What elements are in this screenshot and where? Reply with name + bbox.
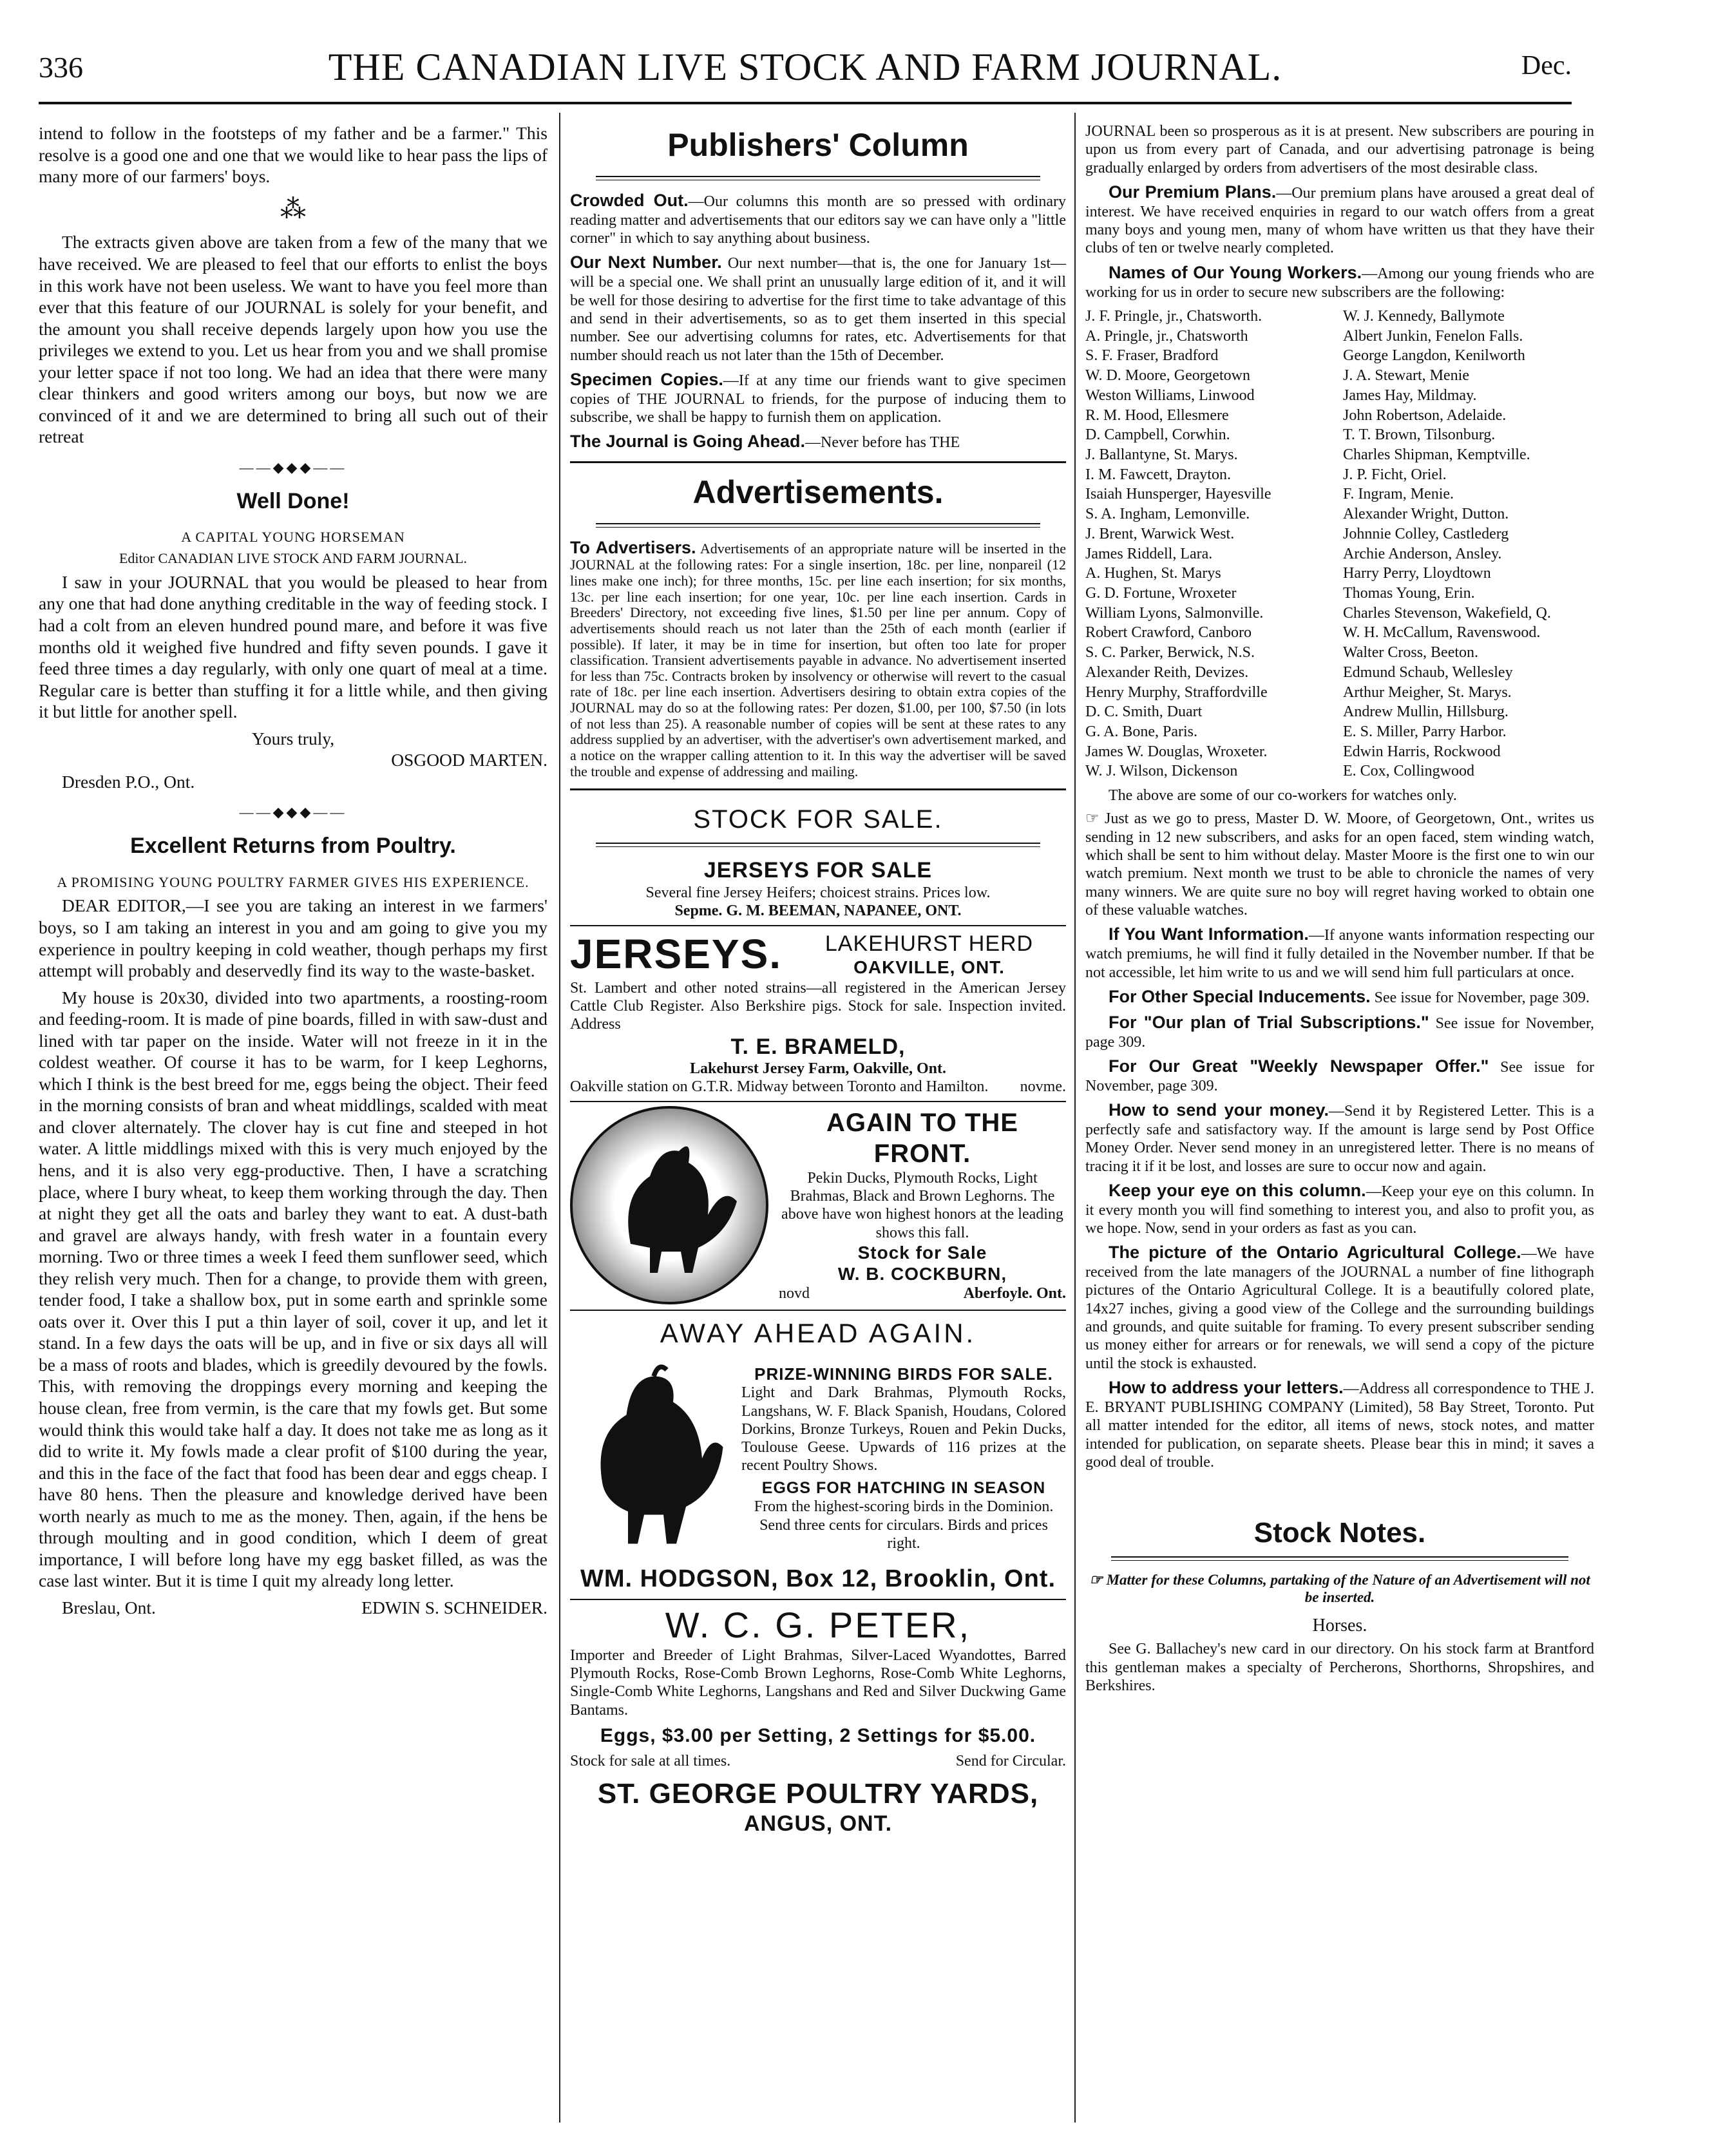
young-worker-name: S. C. Parker, Berwick, N.S.: [1085, 644, 1255, 662]
young-worker-name: D. Campbell, Corwhin.: [1085, 426, 1230, 444]
young-worker-name: J. Brent, Warwick West.: [1085, 525, 1235, 542]
young-worker-name: James W. Douglas, Wroxeter.: [1085, 743, 1268, 760]
letter-addressee: Editor CANADIAN LIVE STOCK AND FARM JOURNAL.: [119, 550, 468, 567]
peter-ad: [570, 1599, 1066, 1836]
item-text: —Keep your eye on this column. In it every month you will find something to interest you, and also to profit you, as we hope. Now, send in your orders as fast as you can.: [1085, 1183, 1594, 1237]
section-subheading: Horses.: [1312, 1616, 1367, 1636]
item-text: —If anyone wants information respecting our watch premiums, he will find it fully detailed in the November number. If that be not accessible, let him write to us and we will send him full particulars at once.: [1085, 927, 1594, 981]
brameld-ad: [570, 925, 1066, 1096]
item-lead: How to address your letters.: [1109, 1378, 1344, 1398]
divider-ornament: ——◆◆◆——: [239, 804, 347, 821]
heading-rule: [596, 523, 1040, 528]
letter-place: Breslau, Ont.: [62, 1597, 156, 1617]
page-header: [39, 39, 1572, 90]
article-subheading: A PROMISING YOUNG POULTRY FARMER GIVES HIS EXPERIENCE.: [57, 873, 529, 890]
letter-body: My house is 20x30, divided into two apartments, a roosting-room and feeding-room. It is made of pine boards, filled in with saw-dust and lined with tar paper on the inside. Water will not freeze in it in the coldest weather. Of course it has to be warm, for I keep Leghorns, which I think is the best breed for me, eggs being the object. Their feed in the morning consists of bran and wheat middlings, scalded with meat and clover alternately. The clover hay is cut fine and steeped in hot water. A little middlings mixed with this is very much enjoyed by the hens, and it is also very egg-productive. Then, I have a scratching place, where I bury wheat, to keep them working through the day. Then at night they get all the oats and barley they want to eat. A dust-bath and gravel are always handy, with fresh water in a fountain every morning. Two or three times a week I feed them sunflower seed, which they relish very much. Then for a change, to provide them with green, tender food, I take a shallow box, put in some earth and sprinkle some oats over it. Over this I put a thin layer of soil, cover it up, and let it stand. In a few days the oats will be up, and in five or six days all will be a mass of roots and blades, which is greedily devoured by the fowls. This, with removing the droppings every morning and keeping the house clean, free from vermin, is the care that my fowls get. But some would think this would take half a day. It does not take me as long as it did to write it. My fowls made a clear profit of $100 during the year, and this in the face of the fact that food has been dear and eggs cheap. I have 80 hens. Then the pleasure and knowledge derived have been worth nearly as much to me as the money. Then, again, if the hens be through moulting and in good condition, which I deem of great importance, I will before long have my egg basket filled, as was the case last winter. But it is time I quit my already long letter.: [39, 987, 548, 1591]
young-worker-name: Johnnie Colley, Castlederg: [1343, 525, 1509, 542]
column-divider-1: [559, 113, 560, 2123]
young-worker-name: F. Ingram, Menie.: [1343, 486, 1454, 503]
stock-for-sale-section: [570, 788, 1066, 1836]
paragraph: intend to follow in the footsteps of my father and be a farmer." This resolve is a good one and one that we would like to hear pass the lips of many more of our farmers' boys.: [39, 123, 548, 187]
stock-for-sale-heading: STOCK FOR SALE.: [693, 805, 943, 834]
young-worker-name: Arthur Meigher, St. Marys.: [1343, 683, 1512, 701]
ad-note: Stock for sale at all times.: [570, 1753, 731, 1770]
letter-footer: [39, 1597, 548, 1619]
ad-subheading: PRIZE-WINNING BIRDS FOR SALE.: [754, 1364, 1053, 1384]
young-worker-name: Harry Perry, Lloydtown: [1343, 565, 1491, 582]
heading-rule: [1111, 1556, 1568, 1561]
asterism-ornament: ⁂: [280, 194, 306, 224]
letter-closing: Yours truly,: [251, 728, 335, 749]
young-worker-name: E. S. Miller, Parry Harbor.: [1343, 723, 1507, 740]
item-text: —Never before has THE: [805, 434, 960, 452]
item-lead: Keep your eye on this column.: [1109, 1180, 1366, 1200]
page-number: 336: [39, 51, 83, 84]
letter-body: I saw in your JOURNAL that you would be pleased to hear from any one that had done anything creditable in the way of feeding stock. I had a colt from an eleven hundred pound mare, and before it was five months old it weighed five hundred and fifty seven pounds. I gave it feed three times a day regularly, with only one quart of meal at a time. Regular care is better than stuffing it for a little while, and then giving it but little for another spell.: [39, 571, 548, 722]
ad-heading: AGAIN TO THE FRONT.: [826, 1109, 1018, 1168]
young-worker-name: Archie Anderson, Ansley.: [1343, 545, 1502, 562]
advertisements-heading: Advertisements.: [692, 474, 944, 511]
hodgson-ad: [570, 1310, 1066, 1593]
item-lead: Specimen Copies.: [570, 369, 723, 389]
ad-note: Send for Circular.: [955, 1753, 1066, 1770]
young-worker-name: W. H. McCallum, Ravenswood.: [1343, 624, 1541, 642]
ad-heading: JERSEYS.: [570, 931, 783, 978]
paragraph: The above are some of our co-workers for watches only.: [1109, 787, 1457, 805]
cockburn-ad: [570, 1101, 1066, 1304]
item-text: Advertisements of an appropriate nature will be inserted in the JOURNAL at the following rates: For a single insertion, 18c. per line, nonpareil (12 lines make one inch); for three months, 15c. per line each insertion; for six months, 13c. per line each insertion; for one year, 10c. per line each insertion. Cards in Breeders' Directory, not exceeding five lines, $1.50 per line per annum. Copy of advertisements should reach us not later than the 25th of each month (earlier if possible). If later, it may be in time for insertion, but often too late for proper classification. Transient advertisements payable in advance. No advertisement inserted for less than 75c. Contracts broken by insolvency or otherwise will revert to the casual rate of 18c. per line each insertion. Advertisers desiring to obtain extra copies of the JOURNAL may do so at the following rates: Per dozen, $1.00, per 100, $7.50 (in lots of not less than 25). A reasonable number of copies will be sent at these rates to any address supplied by an advertiser, with the advertiser's own advertisement marked, and a notice on the wrapper calling attention to it. In this way the advertiser will be saved the trouble and expense of addressing and mailing.: [570, 540, 1066, 779]
young-worker-name: James Hay, Mildmay.: [1343, 386, 1477, 404]
ad-farm: Lakehurst Jersey Farm, Oakville, Ont.: [690, 1060, 946, 1077]
item-lead: For Other Special Inducements.: [1109, 986, 1371, 1006]
item-lead: If You Want Information.: [1109, 924, 1309, 944]
item-text: —Our premium plans have aroused a great deal of interest. We have received enquiries in regard to our watch offers from a great many boys and young men, many of whom have written us that they have their clubs of ten or twelve nearly completed.: [1085, 184, 1594, 257]
young-worker-name: Isaiah Hunsperger, Hayesville: [1085, 486, 1271, 503]
young-worker-name: E. Cox, Collingwood: [1343, 763, 1475, 780]
young-workers-left: [1085, 307, 1337, 781]
ad-heading: W. C. G. PETER,: [665, 1604, 971, 1645]
young-worker-name: George Langdon, Kenilworth: [1343, 347, 1525, 365]
issue-month: Dec.: [1521, 51, 1572, 81]
young-worker-name: Henry Murphy, Straffordville: [1085, 683, 1268, 701]
stock-notes-notice: ☞ Matter for these Columns, partaking of the Nature of an Advertisement will not be inserted.: [1089, 1572, 1590, 1606]
item-lead: For Our Great "Weekly Newspaper Offer.": [1109, 1056, 1489, 1076]
ad-text: Pekin Ducks, Plymouth Rocks, Light Brahmas, Black and Brown Leghorns. The above have won highest honors at the leading shows this fall.: [781, 1169, 1063, 1241]
paragraph: The extracts given above are taken from a few of the many that we have received. We are pleased to feel that our efforts to enlist the boys in this work have not been useless. We want to have you feel more than ever that this feature of our JOURNAL is solely for your benefit, and the amount you shall receive depends largely upon how you use the privileges we extend to you. Let us hear from you and we shall promise your letter space if not too long. We had an idea that there were many clear thinkers and good writers among our boys, but now we are convinced of it and we are determined to bring all such out of their retreat: [39, 232, 548, 447]
young-worker-name: Alexander Wright, Dutton.: [1343, 506, 1509, 523]
ad-text: From the highest-scoring birds in the Dominion. Send three cents for circulars. Birds and prices right.: [754, 1498, 1054, 1552]
item-lead: For "Our plan of Trial Subscriptions.": [1109, 1012, 1429, 1032]
young-worker-name: Charles Shipman, Kemptville.: [1343, 446, 1530, 463]
ad-subheading: EGGS FOR HATCHING IN SEASON: [761, 1478, 1046, 1497]
ad-subheading: LAKEHURST HERD: [824, 931, 1034, 957]
ad-location-note: Oakville station on G.T.R. Midway between Toronto and Hamilton.: [570, 1078, 989, 1096]
item-text: See issue for November, page 309.: [1085, 1058, 1594, 1094]
young-workers-list: [1085, 307, 1594, 781]
item-text: —If at any time our friends want to give specimen copies of THE JOURNAL to friends, for the purpose of inducing them to subscribe, we shall be happy to furnish them on application.: [570, 372, 1066, 426]
young-worker-name: I. M. Fawcett, Drayton.: [1085, 466, 1231, 483]
ad-text: Several fine Jersey Heifers; choicest strains. Prices low.: [645, 884, 991, 901]
hen-engraving-icon: [570, 1352, 731, 1565]
ad-location: Aberfoyle. Ont.: [963, 1285, 1066, 1302]
rooster-engraving-icon: [570, 1106, 768, 1304]
young-worker-name: Albert Junkin, Fenelon Falls.: [1343, 327, 1523, 345]
article-heading: Excellent Returns from Poultry.: [130, 834, 456, 859]
young-worker-name: J. A. Stewart, Menie: [1343, 367, 1469, 385]
ad-code: novd: [779, 1285, 810, 1302]
item-text: —Send it by Registered Letter. This is a perfectly safe and satisfactory way. If the amount is large send by Post Office Money Order. Never send money in an unregistered letter. There is no means of tracing it if it be lost, and losses are sure to occur now and again.: [1085, 1103, 1594, 1175]
publishers-column-heading: Publishers' Column: [667, 127, 969, 163]
young-worker-name: Weston Williams, Linwood: [1085, 386, 1255, 404]
column-middle: [570, 122, 1066, 1836]
letter-place: Dresden P.O., Ont.: [62, 771, 195, 792]
divider-ornament: ——◆◆◆——: [239, 459, 347, 475]
ad-text: St. Lambert and other noted strains—all registered in the American Jersey Cattle Club Register. Also Berkshire pigs. Stock for sale. Inspection invited. Address: [570, 979, 1066, 1033]
young-worker-name: Charles Stevenson, Wakefield, Q.: [1343, 604, 1551, 622]
item-text: —We have received from the late managers of the JOURNAL a number of fine lithograph pictures of the Ontario Agricultural College. It is a beautifully colored plate, 14x27 inches, giving a good view of the College and the surrounding buildings and grounds, and quite suitable for framing. To every present subscriber sending us money either for arrears or for renewals, we will send a copy of the picture until the stock is exhausted.: [1085, 1245, 1594, 1372]
young-worker-name: Edwin Harris, Rockwood: [1343, 743, 1501, 760]
item-lead: Crowded Out.: [570, 191, 689, 210]
ad-location: OAKVILLE, ONT.: [853, 957, 1005, 978]
ad-heading: JERSEYS FOR SALE: [703, 858, 933, 883]
young-worker-name: J. Ballantyne, St. Marys.: [1085, 446, 1238, 463]
paragraph: ☞ Just as we go to press, Master D. W. Moore, of Georgetown, Ont., writes us sending in 12 new subscribers, and asks for an open faced, stem winding watch, which shall be sent to him without delay. Master Moore is the first one to win our watch premium. Next month we trust to be able to chronicle the names of very many winners. We are quite sure no boy will regret having worked to obtain one of these valuable watches.: [1085, 810, 1594, 919]
letter-signature: EDWIN S. SCHNEIDER.: [361, 1597, 548, 1617]
young-worker-name: G. A. Bone, Paris.: [1085, 723, 1197, 740]
item-lead: How to send your money.: [1109, 1100, 1329, 1120]
ad-advertiser: T. E. BRAMELD,: [730, 1034, 906, 1059]
young-workers-right: [1343, 307, 1594, 781]
item-text: —Among our young friends who are working for us in order to secure new subscribers are the following:: [1085, 265, 1594, 301]
heading-rule: [596, 176, 1040, 180]
ad-prices: Eggs, $3.00 per Setting, 2 Settings for $5.00.: [600, 1725, 1036, 1747]
ad-text: Importer and Breeder of Light Brahmas, Silver-Laced Wyandottes, Barred Plymouth Rocks, Rose-Comb Brown Leghorns, Rose-Comb White Leghorns, Single-Comb White Leghorns, Langshans and Red and Silver Duckwing Game Bantams.: [570, 1646, 1066, 1719]
young-worker-name: D. C. Smith, Duart: [1085, 703, 1203, 721]
young-worker-name: Edmund Schaub, Wellesley: [1343, 663, 1513, 681]
young-worker-name: R. M. Hood, Ellesmere: [1085, 406, 1229, 424]
letter-body: DEAR EDITOR,—I see you are taking an interest in we farmers' boys, so I am taking an interest in you and am going to give you my experience in poultry keeping in cold weather, though perhaps my first attempt will probably and deservedly find its way to the waste-basket.: [39, 895, 548, 981]
item-text: Our next number—that is, the one for January 1st—will be a special one. We shall print an unusually large edition of it, and it will be well for those desiring to advertise for the first time to take advantage of this and send in their advertisements, so as to get them inserted in this special number. See our advertising columns for rates, etc. Advertisements for that number should reach us not later than the 15th of December.: [570, 255, 1067, 364]
young-worker-name: Andrew Mullin, Hillsburg.: [1343, 703, 1509, 721]
column-left: [39, 122, 548, 1619]
young-worker-name: T. T. Brown, Tilsonburg.: [1343, 426, 1496, 444]
young-worker-name: J. P. Ficht, Oriel.: [1343, 466, 1447, 483]
item-lead: Names of Our Young Workers.: [1109, 262, 1362, 282]
young-worker-name: G. D. Fortune, Wroxeter: [1085, 584, 1237, 602]
journal-title: THE CANADIAN LIVE STOCK AND FARM JOURNAL.: [328, 46, 1282, 88]
letter-signature: OSGOOD MARTEN.: [391, 750, 548, 770]
young-worker-name: James Riddell, Lara.: [1085, 545, 1213, 562]
young-worker-name: W. J. Kennedy, Ballymote: [1343, 307, 1505, 325]
young-worker-name: John Robertson, Adelaide.: [1343, 406, 1507, 424]
ad-location: ANGUS, ONT.: [743, 1811, 893, 1836]
beeman-ad: [570, 857, 1066, 920]
young-worker-name: A. Hughen, St. Marys: [1085, 565, 1221, 582]
ad-business-name: ST. GEORGE POULTRY YARDS,: [597, 1777, 1039, 1809]
item-lead: To Advertisers.: [570, 538, 696, 558]
young-worker-name: S. A. Ingham, Lemonville.: [1085, 506, 1250, 523]
paragraph: See G. Ballachey's new card in our directory. On his stock farm at Brantford this gentleman makes a specialty of Percherons, Shorthorns, Shropshires, and Berkshires.: [1085, 1641, 1594, 1694]
young-worker-name: S. F. Fraser, Bradford: [1085, 347, 1219, 365]
young-worker-name: Walter Cross, Beeton.: [1343, 644, 1479, 662]
item-lead: The Journal is Going Ahead.: [570, 432, 806, 452]
ad-stock-note: Stock for Sale: [857, 1242, 987, 1263]
hen-icon: [570, 1352, 731, 1565]
item-text: —Our columns this month are so pressed with ordinary reading matter and advertisements that our editors say we can have only a "little corner" in which to say anything about business.: [570, 193, 1067, 247]
young-worker-name: A. Pringle, jr., Chatsworth: [1085, 327, 1248, 345]
item-text: See issue for November, page 309.: [1374, 989, 1590, 1006]
item-lead: The picture of the Ontario Agricultural College.: [1109, 1243, 1521, 1263]
ad-advertiser: W. B. COCKBURN,: [837, 1264, 1007, 1284]
heading-rule: [596, 843, 1040, 847]
young-worker-name: Thomas Young, Erin.: [1343, 584, 1475, 602]
advertisements-section: [570, 461, 1066, 779]
young-worker-name: W. J. Wilson, Dickenson: [1085, 763, 1238, 780]
young-worker-name: J. F. Pringle, jr., Chatsworth.: [1085, 307, 1262, 325]
young-worker-name: William Lyons, Salmonville.: [1085, 604, 1264, 622]
young-worker-name: Robert Crawford, Canboro: [1085, 624, 1252, 642]
rooster-icon: [573, 1109, 766, 1302]
paragraph: JOURNAL been so prosperous as it is at present. New subscribers are pouring in upon us from every part of Canada, and our advertising patronage is being gradually enlarged by orders from advertisers of the most desirable class.: [1085, 123, 1594, 176]
header-rule: [39, 102, 1572, 104]
ad-text: Light and Dark Brahmas, Plymouth Rocks, Langshans, W. F. Black Spanish, Houdans, Colored Dorkins, Bronze Turkeys, Rouen and Pekin Ducks, Toulouse Geese. Upwards of 116 prizes at the recent Poultry Shows.: [741, 1384, 1066, 1474]
article-subheading: A CAPITAL YOUNG HORSEMAN: [181, 529, 405, 546]
item-lead: Our Next Number.: [570, 253, 722, 272]
item-text: —Address all correspondence to THE J. E. BRYANT PUBLISHING COMPANY (Limited), 58 Bay Street, Toronto. Put all matter intended for the editor, all items of news, stock notes, and matter intended for publication, on separate sheets. Please bear this in mind; it saves a good deal of trouble.: [1085, 1380, 1594, 1471]
item-lead: Our Premium Plans.: [1109, 182, 1277, 202]
ad-heading: AWAY AHEAD AGAIN.: [660, 1318, 976, 1349]
column-divider-2: [1074, 113, 1076, 2123]
ad-code: novme.: [1020, 1078, 1066, 1096]
column-right: [1085, 122, 1594, 1700]
ad-advertiser: WM. HODGSON, Box 12, Brooklin, Ont.: [580, 1565, 1056, 1592]
young-worker-name: W. D. Moore, Georgetown: [1085, 367, 1250, 385]
stock-notes-heading: Stock Notes.: [1253, 1517, 1426, 1549]
ad-advertiser: Sepme. G. M. BEEMAN, NAPANEE, ONT.: [674, 902, 962, 919]
young-worker-name: Alexander Reith, Devizes.: [1085, 663, 1249, 681]
item-text: See issue for November, page 309.: [1085, 1015, 1594, 1051]
article-heading: Well Done!: [236, 488, 350, 513]
